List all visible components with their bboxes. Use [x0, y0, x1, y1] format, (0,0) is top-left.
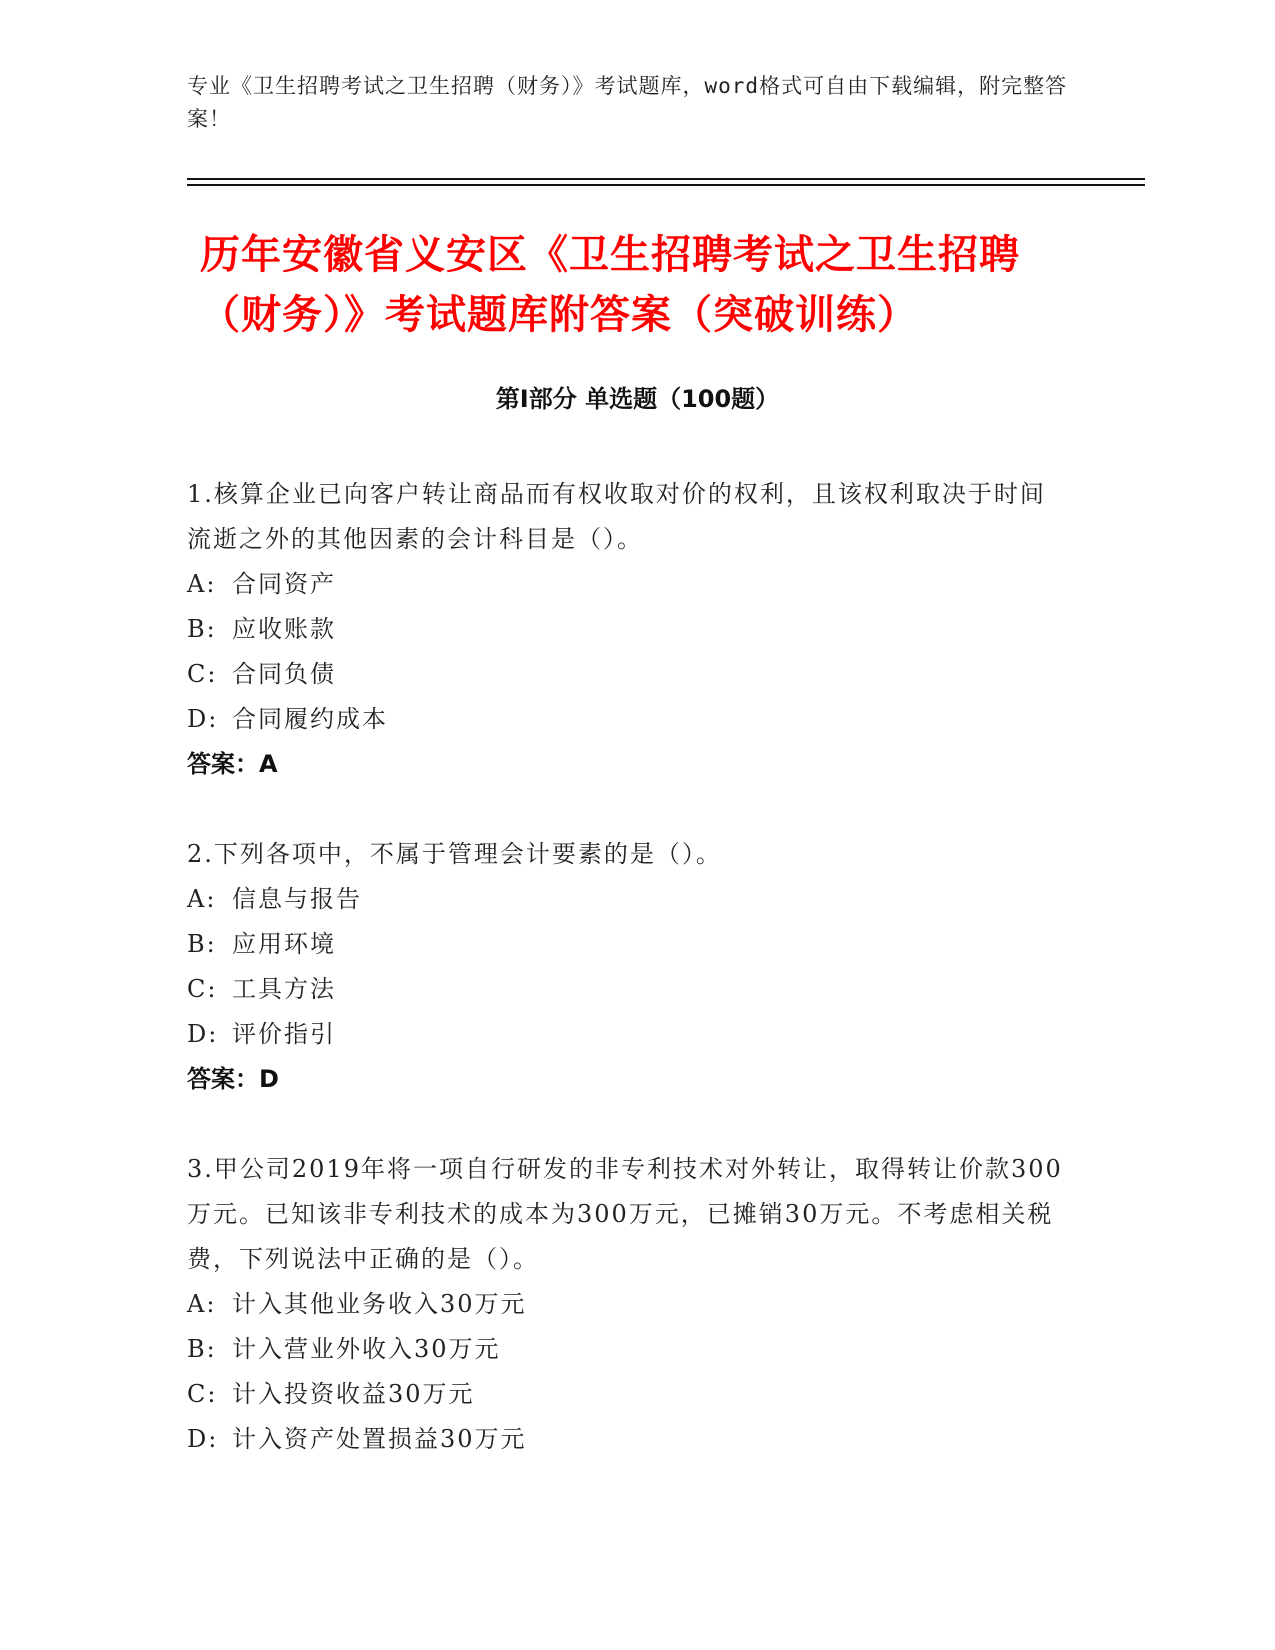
option-key: C:: [187, 1380, 218, 1408]
option-text: 工具方法: [232, 975, 336, 1003]
header-note: 专业《卫生招聘考试之卫生招聘（财务）》考试题库，word格式可自由下载编辑，附完整答案！: [187, 74, 1068, 131]
section-heading: 第I部分 单选题（100题）: [495, 385, 780, 413]
option-key: B:: [187, 615, 217, 643]
option-key: A:: [187, 570, 217, 598]
option-c: [187, 652, 1067, 697]
option-text: 应收账款: [232, 615, 336, 643]
option-a: [187, 562, 1067, 607]
option-text: 计入其他业务收入30万元: [232, 1290, 527, 1318]
option-b: [187, 1327, 1067, 1372]
answer-line: 答案：D: [187, 1065, 279, 1093]
question-stem: 1.核算企业已向客户转让商品而有权收取对价的权利，且该权利取决于时间流逝之外的其他因素的会计科目是（）。: [187, 480, 1046, 553]
option-key: D:: [187, 1425, 219, 1453]
option-key: D:: [187, 1020, 219, 1048]
option-d: [187, 1012, 1067, 1057]
option-key: B:: [187, 1335, 217, 1363]
option-text: 合同负债: [232, 660, 336, 688]
question-list: [187, 472, 1067, 1507]
question-stem: 3.甲公司2019年将一项自行研发的非专利技术对外转让，取得转让价款300万元。已知该非专利技术的成本为300万元，已摊销30万元。不考虑相关税费，下列说法中正确的是（）。: [187, 1155, 1063, 1273]
option-key: A:: [187, 1290, 217, 1318]
question-1: [187, 472, 1067, 787]
option-key: A:: [187, 885, 217, 913]
option-text: 计入投资收益30万元: [232, 1380, 475, 1408]
option-text: 计入营业外收入30万元: [232, 1335, 501, 1363]
option-d: [187, 1417, 1067, 1462]
question-2: [187, 832, 1067, 1102]
option-b: [187, 607, 1067, 652]
option-text: 计入资产处置损益30万元: [232, 1425, 527, 1453]
option-text: 应用环境: [232, 930, 336, 958]
option-c: [187, 967, 1067, 1012]
option-d: [187, 697, 1067, 742]
answer-line: 答案：A: [187, 750, 278, 778]
option-text: 信息与报告: [232, 885, 362, 913]
option-key: C:: [187, 975, 218, 1003]
document-title: 历年安徽省义安区《卫生招聘考试之卫生招聘（财务）》考试题库附答案（突破训练）: [200, 232, 1020, 338]
option-text: 合同资产: [232, 570, 336, 598]
option-text: 合同履约成本: [232, 705, 388, 733]
option-key: C:: [187, 660, 218, 688]
question-3: [187, 1147, 1067, 1462]
question-stem: 2.下列各项中，不属于管理会计要素的是（）。: [187, 840, 722, 868]
option-b: [187, 922, 1067, 967]
option-a: [187, 877, 1067, 922]
header-divider-bottom: [187, 184, 1145, 186]
option-key: B:: [187, 930, 217, 958]
header-divider-top: [187, 178, 1145, 180]
option-key: D:: [187, 705, 219, 733]
option-c: [187, 1372, 1067, 1417]
option-a: [187, 1282, 1067, 1327]
option-text: 评价指引: [232, 1020, 336, 1048]
